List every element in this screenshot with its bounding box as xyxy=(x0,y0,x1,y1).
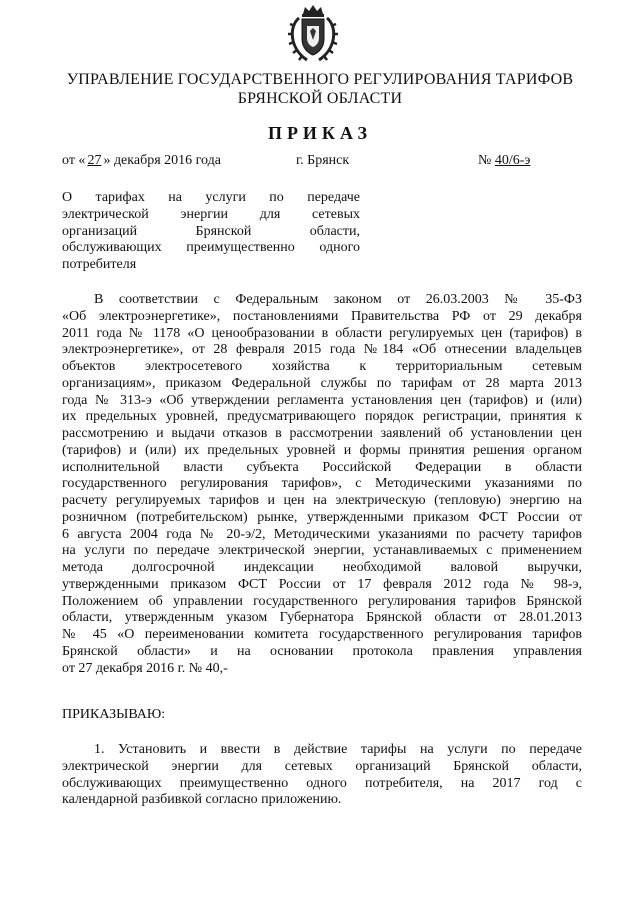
preamble-line: Положением об управлении государственного регулирования тарифов Брянской xyxy=(62,593,582,609)
order-city: г. Брянск xyxy=(296,153,350,168)
preamble-line: (тарифов) и (или) их предельных уровней и формы принятия решения органом xyxy=(62,442,582,458)
decree-heading: ПРИКАЗЫВАЮ: xyxy=(62,707,166,722)
preamble-line: № 45 «О переименовании комитета государственного регулирования тарифов xyxy=(62,627,582,642)
item-line: обслуживающих преимущественно одного потребителя, на 2017 год с xyxy=(62,775,582,791)
preamble-line: объектов электросетевого хозяйства к территориальным сетевым xyxy=(62,359,582,374)
preamble-line: организациям», приказом Федеральной службы по тарифам от 28 марта 2013 xyxy=(62,375,582,391)
org-name-line1: УПРАВЛЕНИЕ ГОСУДАРСТВЕННОГО РЕГУЛИРОВАНИЯ ТАРИФОВ xyxy=(66,71,574,88)
item-line: 1. Установить и ввести в действие тарифы на услуги по передаче xyxy=(94,742,582,757)
preamble-line: исполнительной власти субъекта Российской Федерации в области xyxy=(62,459,582,475)
date-day: 27 xyxy=(87,153,102,168)
order-subject xyxy=(62,190,360,274)
preamble-line: области, утвержденным указом Губернатора Брянской области от 28.01.2013 xyxy=(62,610,582,626)
item-line: календарной разбивкой согласно приложению. xyxy=(62,792,342,808)
preamble-line: расчету регулируемых тарифов и цен на электрическую (тепловую) энергию на xyxy=(62,493,582,508)
preamble-line: метода долгосрочной индексации необходимой валовой выручки, xyxy=(62,560,582,575)
date-prefix: от « xyxy=(62,153,86,168)
subject-line: обслуживающих преимущественно одного xyxy=(62,240,360,256)
preamble-line: «Об электроэнергетике», постановлениями Правительства РФ от 29 декабря xyxy=(62,308,582,324)
preamble-paragraph xyxy=(62,292,582,677)
number-prefix: № xyxy=(478,153,495,168)
preamble-line: Брянской области» и на основании протокола правления управления xyxy=(62,643,582,659)
preamble-line: на услуги по передаче электрической энергии, устанавливаемых с применением xyxy=(62,543,582,559)
preamble-line: розничном (потребительском) рынке, утвержденными приказом ФСТ России от xyxy=(62,509,582,525)
date-suffix: » декабря 2016 года xyxy=(103,153,221,168)
preamble-line: 2011 года № 1178 «О ценообразовании в области регулируемых цен (тарифов) в xyxy=(62,325,582,341)
preamble-line: В соответствии с Федеральным законом от 26.03.2003 № 35-ФЗ xyxy=(94,292,582,307)
org-name-line2: БРЯНСКОЙ ОБЛАСТИ xyxy=(237,90,403,107)
preamble-line: года № 313-э «Об утверждении регламента установления цен (тарифов) и (или) xyxy=(62,392,582,408)
preamble-line: от 27 декабря 2016 г. № 40,- xyxy=(62,660,228,676)
item-1-paragraph xyxy=(62,742,582,809)
order-date xyxy=(62,153,221,169)
item-line: электрической энергии для сетевых организаций Брянской области, xyxy=(62,758,582,774)
preamble-line: электроэнергетике», от 28 февраля 2015 года №184 «Об отнесении владельцев xyxy=(62,342,582,358)
preamble-line: государственного регулирования тарифов», с Методическими указаниями по xyxy=(62,476,582,492)
preamble-line: утвержденными приказом ФСТ России от 17 февраля 2012 года № 98-э, xyxy=(62,576,582,592)
preamble-line: их предельных уровней, предусматривающего порядок регистрации, принятия к xyxy=(62,409,582,425)
subject-line: О тарифах на услуги по передаче xyxy=(62,190,360,205)
number-value: 40/6-э xyxy=(494,153,531,168)
bryansk-coat-of-arms-icon xyxy=(277,4,349,64)
subject-line: электрической энергии для сетевых xyxy=(62,206,360,222)
subject-line: организаций Брянской области, xyxy=(62,223,360,239)
subject-line: потребителя xyxy=(62,257,137,273)
order-number xyxy=(478,153,530,169)
document-title: ПРИКАЗ xyxy=(267,123,373,143)
preamble-line: рассмотрению и выдачи отказов в рассмотрении заявлений об установлении цен xyxy=(62,426,582,441)
preamble-line: 6 августа 2004 года № 20-э/2, Методическими указаниями по расчету тарифов xyxy=(62,526,582,542)
